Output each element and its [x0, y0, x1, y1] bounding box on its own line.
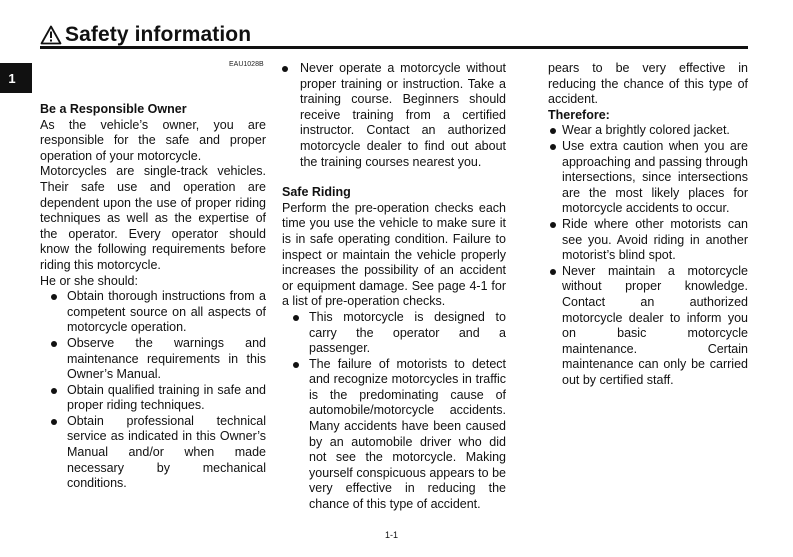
column-1 [40, 102, 266, 492]
bullet-icon [51, 294, 57, 300]
section-heading-responsible-owner: Be a Responsible Owner [40, 102, 187, 116]
page-number: 1-1 [385, 530, 399, 540]
list-item: Observe the warnings and maintenance requirements in this Owner’s Manual. [40, 336, 266, 383]
bullet-icon [51, 419, 57, 425]
list-item: Wear a brightly colored jacket. [548, 123, 748, 139]
paragraph-continuation: pears to be very effective in reducing the chance of this type of accident. [548, 61, 748, 107]
training-list [282, 61, 506, 170]
bullet-icon [550, 222, 556, 228]
paragraph: He or she should: [40, 273, 138, 288]
column-3 [548, 61, 748, 388]
list-item: Obtain thorough instructions from a competent source on all aspects of motorcycle operation. [40, 289, 266, 336]
bullet-icon [51, 388, 57, 394]
bullet-icon [293, 315, 299, 321]
page-title-text: Safety information [65, 23, 252, 46]
list-item: This motorcycle is designed to carry the operator and a passenger. [282, 310, 506, 357]
safe-riding-list [282, 310, 506, 513]
reference-code: EAU1028B [229, 61, 264, 68]
list-item: Never operate a motorcycle without proper training or instruction. Take a training course. Beginners should receive training from a certified instructor. Contact an authorized motorcycle dealer to find out about the training courses nearest you. [282, 61, 506, 170]
warning-triangle-icon [40, 25, 62, 45]
list-item: Obtain qualified training in safe and proper riding techniques. [40, 383, 266, 414]
bullet-icon [293, 362, 299, 368]
bullet-icon [550, 144, 556, 150]
bullet-icon [550, 128, 556, 134]
bullet-icon [51, 341, 57, 347]
list-item: The failure of motorists to detect and recognize motorcycles in traffic is the predominating cause of automobile/motorcycle accidents. Many accidents have been caused by an automobile driver who did not see the motorcycle. Making yourself conspicuous appears to be very effective in reducing the chance of this type of accident. [282, 357, 506, 513]
therefore-list [548, 123, 748, 388]
list-item: Use extra caution when you are approaching and passing through intersections, since intersections are the most likely places for motorcycle accidents to occur. [548, 139, 748, 217]
requirements-list [40, 289, 266, 492]
bullet-icon [550, 269, 556, 275]
list-item: Obtain professional technical service as indicated in this Owner’s Manual and/or when made necessary by mechanical conditions. [40, 414, 266, 492]
chapter-tab: 1 [0, 63, 32, 93]
paragraph: As the vehicle’s owner, you are responsible for the safe and proper operation of your motorcycle. [40, 117, 266, 163]
list-item: Never maintain a motorcycle without proper knowledge. Contact an authorized motorcycle dealer to inform you on basic motorcycle maintenance. Certain maintenance can only be carried out by certified staff. [548, 264, 748, 389]
bullet-icon [282, 66, 288, 72]
column-2 [282, 61, 506, 513]
paragraph: Perform the pre-operation checks each time you use the vehicle to make sure it is in safe operating condition. Failure to inspect or maintain the vehicle properly increases the possibility of an accident or equipment damage. See page 4-1 for a list of pre-operation checks. [282, 200, 506, 309]
section-heading-safe-riding: Safe Riding [282, 185, 351, 200]
title-rule [40, 46, 748, 49]
paragraph: Motorcycles are single-track vehicles. Their safe use and operation are dependent upon the use of proper riding techniques as well as the expertise of the operator. Every operator should know the following requirements before riding this motorcycle. [40, 164, 266, 272]
list-item: Ride where other motorists can see you. Avoid riding in another motorist’s blind spot. [548, 217, 748, 264]
section-heading-therefore: Therefore: [548, 107, 610, 122]
